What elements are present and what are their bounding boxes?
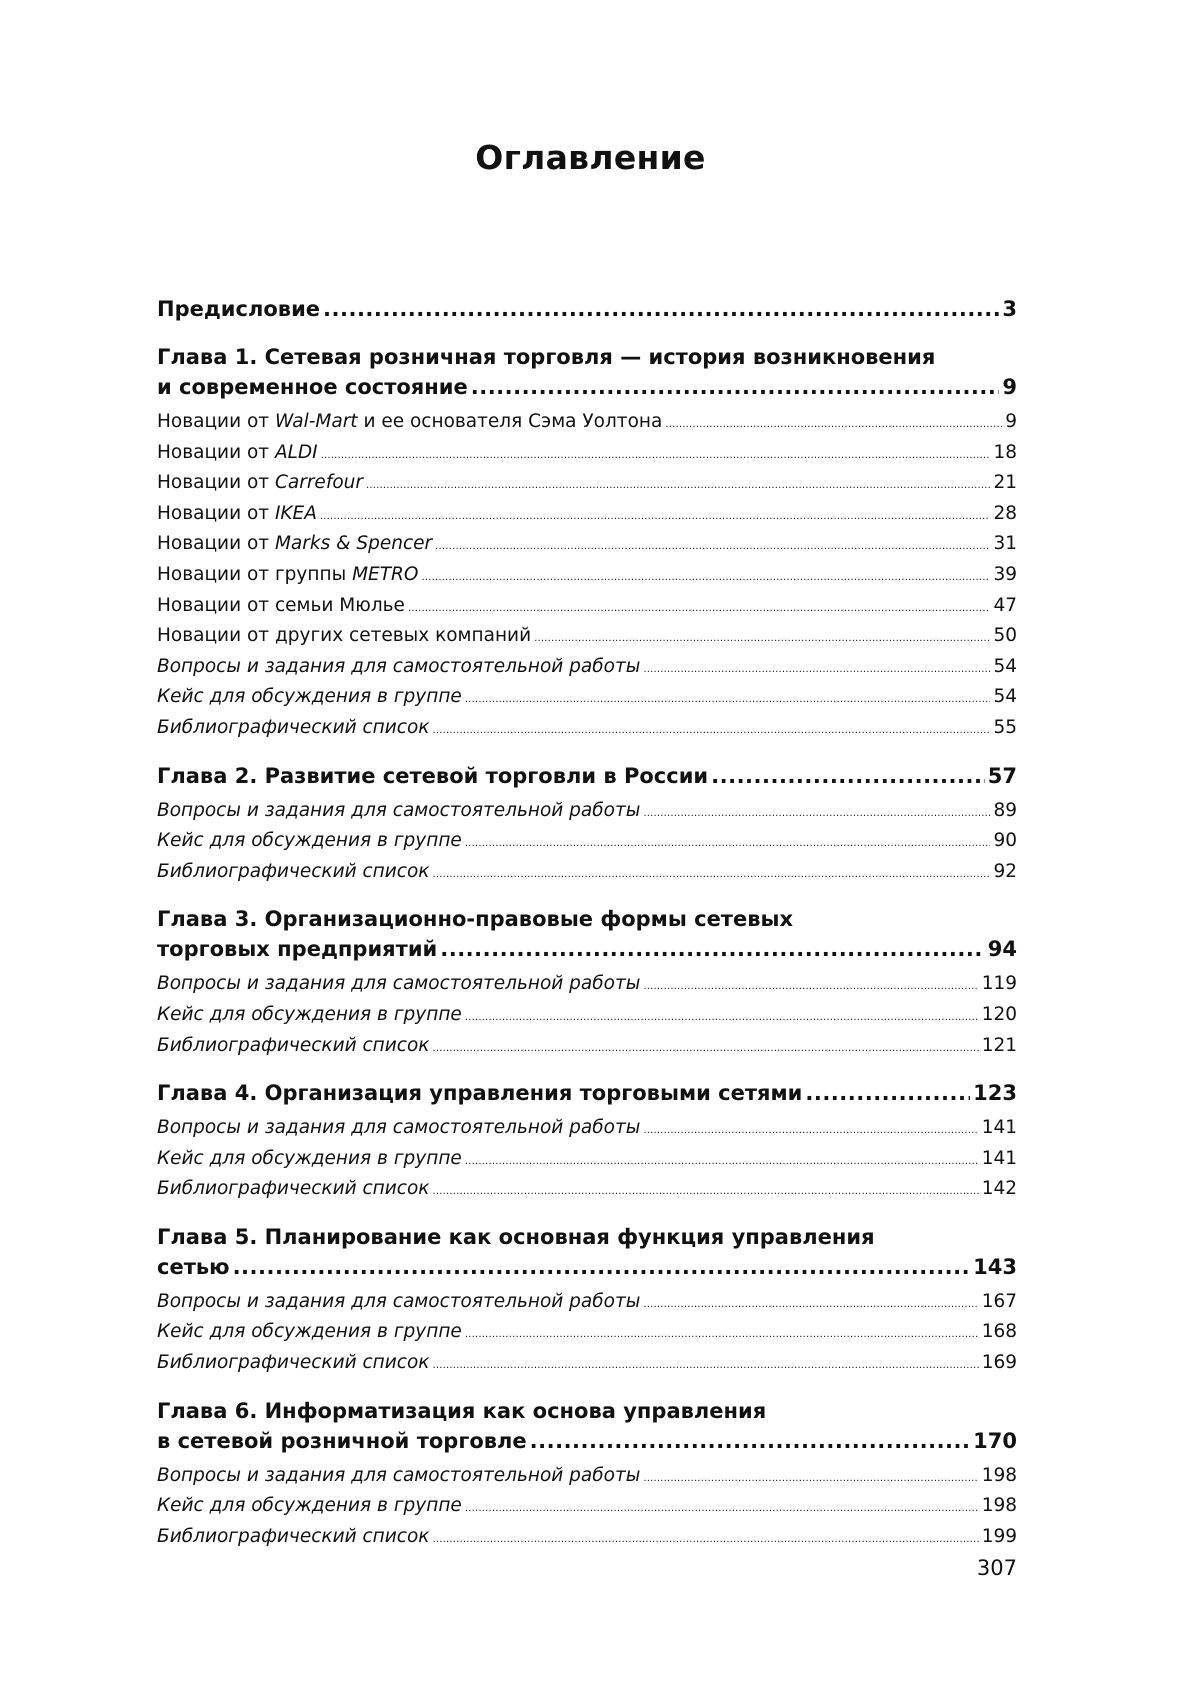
entry-text: Новации от группы	[157, 563, 353, 585]
leader-dots	[465, 1148, 979, 1176]
entry-text: Кейс для обсуждения в группе	[157, 686, 462, 708]
entry-text: Вопросы и задания для самостоятельной работы	[157, 973, 641, 995]
toc-subentry-questions[interactable]	[157, 797, 1017, 828]
company-name: Carrefour	[274, 472, 363, 494]
chapter-title-line: Глава 4. Организация управления торговыми сетями	[157, 1081, 803, 1106]
page-ref: 121	[981, 1034, 1017, 1056]
leader-dots	[471, 372, 1000, 402]
chapter-title-line[interactable]: Глава 6. Информатизация как основа управления	[157, 1398, 767, 1423]
leader-dots	[320, 503, 991, 531]
leader-dots	[665, 411, 1002, 439]
entry-text: Новации от	[157, 472, 275, 494]
page-ref: 28	[993, 502, 1017, 524]
chapter-title-line: сетью	[157, 1254, 230, 1279]
toc-entry-chapter-5[interactable]	[157, 1252, 1017, 1282]
leader-dots	[643, 1291, 978, 1319]
entry-text: Кейс для обсуждения в группе	[157, 1147, 462, 1169]
entry-title: Предисловие	[157, 297, 321, 321]
page-ref: 90	[993, 830, 1017, 852]
leader-dots	[530, 1426, 971, 1456]
page-ref: 92	[993, 860, 1017, 882]
page-ref: 57	[987, 763, 1017, 788]
chapter-title-line: торговых предприятий	[157, 937, 438, 962]
leader-dots	[465, 1004, 979, 1032]
page-ref: 9	[1005, 411, 1017, 432]
toc-chapter-1	[157, 342, 1017, 745]
entry-text: Вопросы и задания для самостоятельной работы	[157, 1117, 641, 1139]
entry-text: Новации от других сетевых компаний	[157, 625, 532, 647]
page-ref: 21	[993, 472, 1017, 494]
leader-dots	[805, 1078, 970, 1108]
toc-subentry-case[interactable]	[157, 1318, 1017, 1349]
leader-dots	[465, 1495, 979, 1523]
leader-dots	[643, 656, 990, 684]
company-name: IKEA	[274, 502, 317, 524]
toc-subentry-case[interactable]	[157, 1492, 1017, 1523]
page-title: Оглавление	[475, 138, 706, 177]
leader-dots	[440, 934, 985, 964]
page-ref: 170	[973, 1428, 1017, 1453]
entry-text: Новации от	[157, 533, 275, 555]
leader-dots	[421, 564, 990, 592]
toc-subentry-case[interactable]	[157, 1001, 1017, 1032]
toc-subentry[interactable]	[157, 592, 1017, 623]
toc-subentry-case[interactable]	[157, 827, 1017, 858]
page-ref: 198	[981, 1464, 1017, 1486]
leader-dots	[711, 761, 985, 791]
toc-subentry[interactable]	[157, 500, 1017, 531]
entry-text: Вопросы и задания для самостоятельной работы	[157, 799, 641, 821]
toc-subentry-bibliography[interactable]	[157, 858, 1017, 889]
table-of-contents	[157, 294, 1017, 1569]
leader-dots	[432, 1352, 978, 1380]
entry-text: Вопросы и задания для самостоятельной работы	[157, 1464, 641, 1486]
toc-subentry-questions[interactable]	[157, 970, 1017, 1001]
page-ref: 50	[993, 625, 1017, 647]
entry-text: Вопросы и задания для самостоятельной работы	[157, 1290, 641, 1312]
leader-dots	[432, 1035, 978, 1063]
toc-subentry-bibliography[interactable]	[157, 1032, 1017, 1063]
toc-subentry-questions[interactable]	[157, 1114, 1017, 1145]
toc-subentry-bibliography[interactable]	[157, 1175, 1017, 1206]
page-ref: 167	[981, 1290, 1017, 1312]
chapter-title-line[interactable]: Глава 5. Планирование как основная функция управления	[157, 1224, 875, 1249]
leader-dots	[435, 533, 990, 561]
entry-text: Кейс для обсуждения в группе	[157, 1495, 462, 1517]
toc-subentry-questions[interactable]	[157, 1462, 1017, 1493]
page-ref: 141	[981, 1147, 1017, 1169]
page-ref: 141	[981, 1117, 1017, 1139]
toc-subentry-case[interactable]	[157, 1145, 1017, 1176]
leader-dots	[643, 800, 990, 828]
toc-subentry-questions[interactable]	[157, 653, 1017, 684]
leader-dots	[432, 1526, 978, 1554]
entry-text: Библиографический список	[157, 1178, 430, 1200]
toc-chapter-6	[157, 1396, 1017, 1554]
page-ref: 119	[981, 973, 1017, 995]
toc-subentry[interactable]	[157, 561, 1017, 592]
page-ref: 31	[993, 533, 1017, 555]
chapter-title-line: в сетевой розничной торговле	[157, 1428, 527, 1453]
company-name: ALDI	[274, 441, 318, 463]
toc-chapter-4	[157, 1078, 1017, 1206]
leader-dots	[432, 861, 990, 889]
toc-subentry-bibliography[interactable]	[157, 1523, 1017, 1554]
leader-dots	[465, 830, 991, 858]
leader-dots	[408, 595, 991, 623]
entry-text: Кейс для обсуждения в группе	[157, 1003, 462, 1025]
page-ref: 54	[993, 686, 1017, 708]
page-ref: 142	[981, 1178, 1017, 1200]
toc-chapter-3	[157, 904, 1017, 1062]
toc-subentry[interactable]	[157, 439, 1017, 470]
toc-subentry-bibliography[interactable]	[157, 714, 1017, 745]
toc-subentry-questions[interactable]	[157, 1288, 1017, 1319]
leader-dots	[643, 1117, 978, 1145]
entry-text: Библиографический список	[157, 1034, 430, 1056]
page-ref: 94	[987, 937, 1017, 962]
page-ref: 55	[993, 716, 1017, 738]
leader-dots	[465, 686, 991, 714]
page-ref: 3	[1002, 297, 1017, 321]
entry-text: Библиографический список	[157, 860, 430, 882]
entry-text: Новации от	[157, 441, 275, 463]
chapter-title-line[interactable]: Глава 3. Организационно-правовые формы сетевых	[157, 907, 794, 932]
page-ref: 120	[981, 1003, 1017, 1025]
leader-dots	[321, 442, 991, 470]
entry-text: и ее основателя Сэма Уолтона	[357, 411, 663, 432]
leader-dots	[432, 717, 990, 745]
page-ref: 169	[981, 1352, 1017, 1374]
leader-dots	[323, 294, 999, 324]
leader-dots	[233, 1252, 971, 1282]
entry-text: Новации от семьи Мюлье	[157, 594, 405, 616]
toc-subentry-bibliography[interactable]	[157, 1349, 1017, 1380]
leader-dots	[534, 625, 990, 653]
entry-text: Кейс для обсуждения в группе	[157, 830, 462, 852]
toc-entry-chapter-3[interactable]	[157, 934, 1017, 964]
toc-subentry[interactable]	[157, 469, 1017, 500]
entry-text: Новации от	[157, 411, 275, 432]
entry-text: Библиографический список	[157, 716, 430, 738]
toc-entry-chapter-6[interactable]	[157, 1426, 1017, 1456]
toc-chapter-5	[157, 1222, 1017, 1380]
company-name: Wal-Mart	[274, 411, 358, 432]
page-number: 307	[976, 1556, 1017, 1580]
toc-preface	[157, 294, 1017, 324]
page-ref: 9	[1002, 375, 1017, 399]
page-ref: 168	[981, 1321, 1017, 1343]
toc-subentry[interactable]	[157, 530, 1017, 561]
toc-entry-preface[interactable]	[157, 294, 1017, 324]
page-ref: 123	[973, 1081, 1017, 1106]
toc-entry-chapter-2[interactable]	[157, 761, 1017, 791]
page-ref: 39	[993, 563, 1017, 585]
leader-dots	[366, 472, 990, 500]
toc-entry-chapter-1[interactable]	[157, 372, 1017, 402]
page-ref: 198	[981, 1495, 1017, 1517]
leader-dots	[643, 1465, 978, 1493]
leader-dots	[465, 1321, 979, 1349]
page-ref: 143	[973, 1254, 1017, 1279]
toc-subentry-case[interactable]	[157, 683, 1017, 714]
company-name: Marks & Spencer	[274, 533, 433, 555]
chapter-title-line: и современное состояние	[157, 375, 468, 399]
entry-text: Библиографический список	[157, 1525, 430, 1547]
entry-text: Новации от	[157, 502, 275, 524]
entry-text: Библиографический список	[157, 1352, 430, 1374]
leader-dots	[432, 1178, 978, 1206]
company-name: METRO	[352, 563, 419, 585]
entry-text: Кейс для обсуждения в группе	[157, 1321, 462, 1343]
page-ref: 199	[981, 1525, 1017, 1547]
page-ref: 18	[993, 441, 1017, 463]
toc-entry-chapter-4[interactable]	[157, 1078, 1017, 1108]
page-ref: 54	[993, 655, 1017, 677]
leader-dots	[643, 973, 978, 1001]
entry-text: Вопросы и задания для самостоятельной работы	[157, 655, 641, 677]
toc-subentry[interactable]	[157, 408, 1017, 439]
chapter-title-line[interactable]: Глава 1. Сетевая розничная торговля — история возникновения	[157, 345, 936, 369]
page-ref: 89	[993, 799, 1017, 821]
toc-chapter-2	[157, 761, 1017, 889]
page-ref: 47	[993, 594, 1017, 616]
toc-subentry[interactable]	[157, 622, 1017, 653]
chapter-title-line: Глава 2. Развитие сетевой торговли в России	[157, 763, 709, 788]
